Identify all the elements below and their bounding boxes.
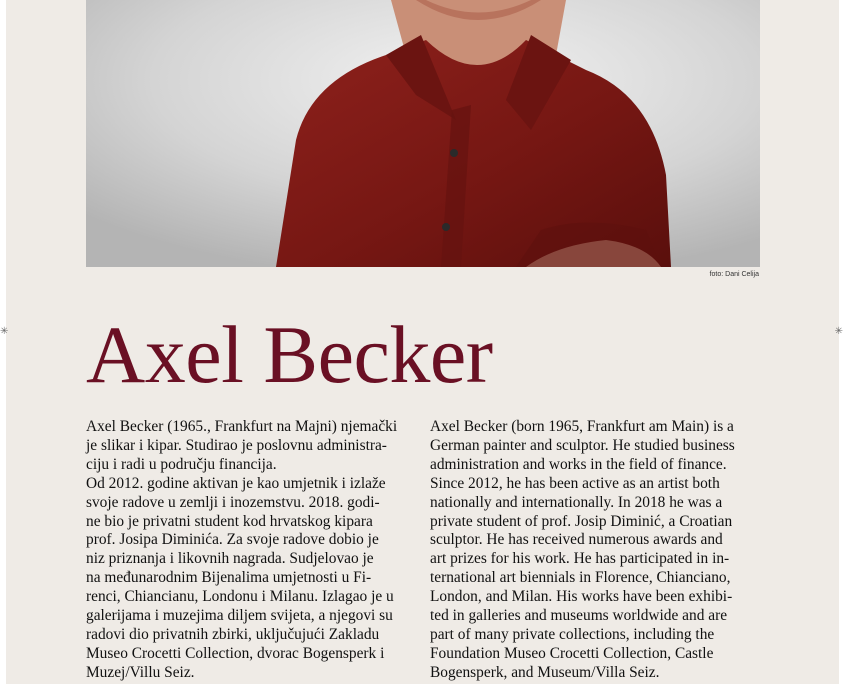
bio-line: galerijama i muzejima diljem svijeta, a njegovi su bbox=[86, 607, 393, 625]
bio-line: Od 2012. godine aktivan je kao umjetnik i izlaže bbox=[86, 474, 386, 492]
bio-line: ciju i radi u području financija. bbox=[86, 455, 277, 473]
bio-line: ne bio je privatni student kod hrvatskog kipara bbox=[86, 512, 373, 530]
artist-name-title: Axel Becker bbox=[86, 309, 493, 400]
bio-line: nationally and internationally. In 2018 he was a bbox=[430, 493, 723, 511]
crop-mark-right: ✳ bbox=[834, 326, 843, 337]
english-bio-column bbox=[430, 418, 760, 683]
bio-line: ted in galleries and museums worldwide and are bbox=[430, 607, 728, 625]
bio-line: private student of prof. Josip Diminić, a Croatian bbox=[430, 512, 733, 530]
bio-line: na međunarodnim Bijenalima umjetnosti u Fi- bbox=[86, 569, 372, 587]
portrait-photo bbox=[86, 0, 760, 267]
bio-line: prof. Josipa Diminića. Za svoje radove dobio je bbox=[86, 531, 379, 549]
bio-line: renci, Chiancianu, Londonu i Milanu. Izlagao je u bbox=[86, 588, 394, 606]
bio-line: Since 2012, he has been active as an artist both bbox=[430, 474, 720, 492]
bio-line: administration and works in the field of finance. bbox=[430, 455, 727, 473]
bio-line: art prizes for his work. He has participated in in- bbox=[430, 550, 730, 568]
bio-line: sculptor. He has received numerous awards and bbox=[430, 531, 723, 549]
croatian-bio-column bbox=[86, 418, 416, 683]
bio-line: svoje radove u zemlji i inozemstvu. 2018. godi- bbox=[86, 493, 380, 511]
crop-mark-left: ✳ bbox=[0, 326, 9, 337]
bio-line: German painter and sculptor. He studied business bbox=[430, 436, 735, 454]
bio-line: niz priznanja i likovnih nagrada. Sudjelovao je bbox=[86, 550, 374, 568]
bio-line: Museo Crocetti Collection, dvorac Bogensperk i bbox=[86, 644, 385, 662]
bio-line: Bogensperk, and Museum/Villa Seiz. bbox=[430, 663, 660, 681]
bio-line: part of many private collections, including the bbox=[430, 625, 715, 643]
bio-line: Axel Becker (born 1965, Frankfurt am Main) is a bbox=[430, 418, 734, 435]
bio-line: Foundation Museo Crocetti Collection, Castle bbox=[430, 644, 714, 662]
bio-line: je slikar i kipar. Studirao je poslovnu administra- bbox=[86, 436, 387, 454]
portrait-illustration bbox=[86, 0, 760, 267]
bio-line: Muzej/Villu Seiz. bbox=[86, 663, 195, 681]
bio-line: radovi dio privatnih zbirki, uključujući Zakladu bbox=[86, 625, 380, 643]
bio-line: ternational art biennials in Florence, Chianciano, bbox=[430, 569, 731, 587]
bio-line: London, and Milan. His works have been exhibi- bbox=[430, 588, 733, 606]
photo-credit: foto: Dani Celija bbox=[709, 271, 759, 278]
bio-line: Axel Becker (1965., Frankfurt na Majni) njemački bbox=[86, 418, 398, 435]
